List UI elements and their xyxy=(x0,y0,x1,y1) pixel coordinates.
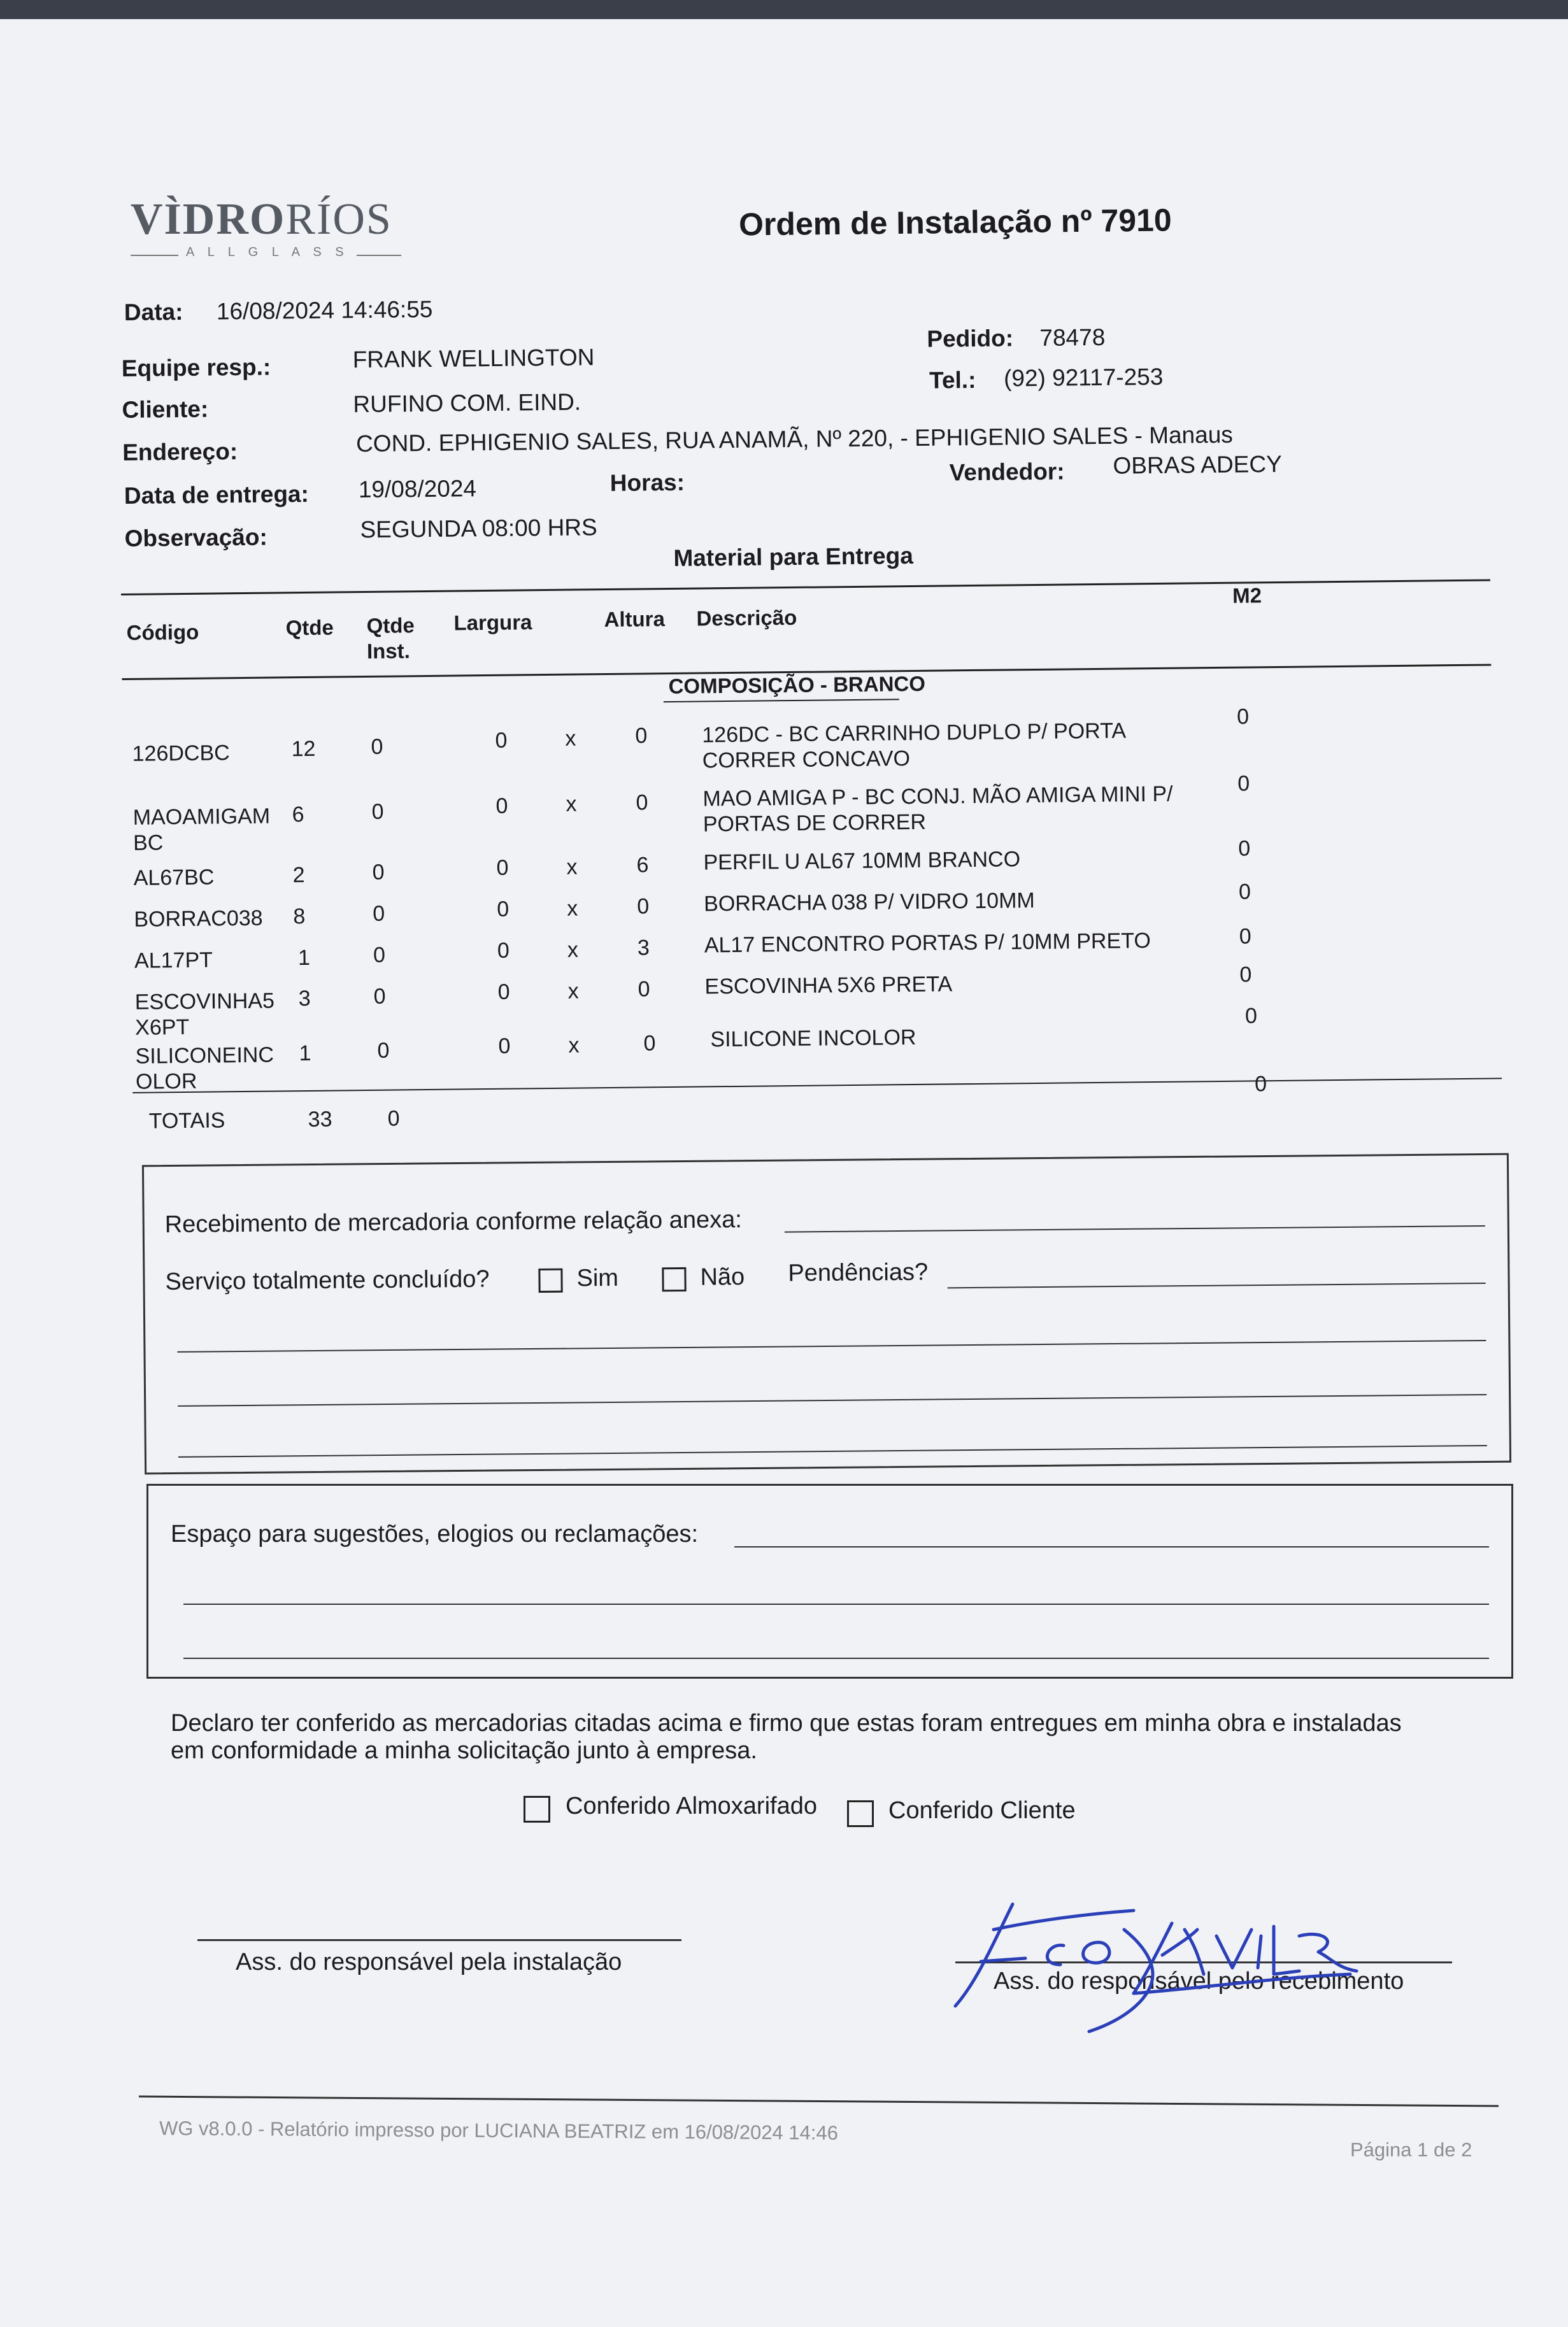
cell-code: BORRAC038 xyxy=(134,906,263,932)
cell-largura: 0 xyxy=(497,897,510,922)
tel-label: Tel.: xyxy=(929,367,976,394)
th-m2: M2 xyxy=(1232,583,1262,608)
totals-rule xyxy=(132,1078,1502,1093)
conferido-almoxarifado-checkbox[interactable] xyxy=(524,1796,550,1823)
cell-code: ESCOVINHA5 xyxy=(134,988,275,1014)
footer-rule xyxy=(139,2096,1499,2107)
cell-x: x xyxy=(567,896,578,921)
cell-largura: 0 xyxy=(497,938,510,963)
company-logo xyxy=(131,194,392,245)
cell-altura: 6 xyxy=(636,853,649,878)
footer-left: WG v8.0.0 - Relatório impresso por LUCIANA BEATRIZ em 16/08/2024 14:46 xyxy=(159,2117,839,2144)
cell-qtde: 1 xyxy=(299,1041,311,1066)
cell-x: x xyxy=(566,792,577,816)
cell-desc: AL17 ENCONTRO PORTAS P/ 10MM PRETO xyxy=(704,929,1151,958)
cell-desc-2: CORRER CONCAVO xyxy=(702,746,911,773)
cell-inst: 0 xyxy=(373,984,386,1009)
receiver-signature-label: Ass. do responsável pelo recebimento xyxy=(994,1968,1404,1995)
entrega-value: 19/08/2024 xyxy=(358,475,477,503)
cell-largura: 0 xyxy=(498,1034,511,1058)
th-qtde-inst-1: Qtde xyxy=(366,613,415,637)
group-title: COMPOSIÇÃO - BRANCO xyxy=(668,671,926,699)
cell-desc: SILICONE INCOLOR xyxy=(710,1025,916,1052)
vendedor-label: Vendedor: xyxy=(949,458,1065,486)
declaration-line-2: em conformidade a minha solicitação junto à empresa. xyxy=(171,1737,757,1764)
obs-label: Observação: xyxy=(124,523,267,552)
cell-x: x xyxy=(567,937,579,962)
suggestion-label: Espaço para sugestões, elogios ou reclamações: xyxy=(171,1521,699,1548)
cell-qtde: 12 xyxy=(291,736,316,762)
cell-altura: 0 xyxy=(635,723,648,748)
logo-part2: RÍOS xyxy=(285,195,392,244)
receipt-extra-line-1[interactable] xyxy=(177,1340,1486,1353)
sim-checkbox[interactable] xyxy=(538,1269,562,1293)
footer-page: Página 1 de 2 xyxy=(1350,2138,1472,2161)
totals-qtde: 33 xyxy=(308,1107,332,1132)
logo-part1: VÌDRO xyxy=(131,195,286,244)
pedido-label: Pedido: xyxy=(927,325,1014,352)
data-label: Data: xyxy=(124,299,183,325)
cell-m2: 0 xyxy=(1238,879,1251,904)
suggestion-line-3[interactable] xyxy=(183,1658,1489,1659)
cell-desc: PERFIL U AL67 10MM BRANCO xyxy=(703,847,1021,875)
cell-qtde: 1 xyxy=(297,945,311,971)
cliente-value: RUFINO COM. EIND. xyxy=(353,388,581,418)
cell-largura: 0 xyxy=(497,979,510,1004)
th-largura: Largura xyxy=(453,610,532,635)
cell-qtde: 2 xyxy=(292,863,305,888)
th-altura: Altura xyxy=(604,607,666,632)
pedido-value: 78478 xyxy=(1039,324,1106,351)
pendencias-label: Pendências? xyxy=(788,1258,929,1287)
cell-altura: 0 xyxy=(637,894,650,919)
cell-m2: 0 xyxy=(1244,1004,1258,1028)
logo-rule-left xyxy=(131,255,178,256)
equipe-value: FRANK WELLINGTON xyxy=(352,344,595,373)
data-value: 16/08/2024 14:46:55 xyxy=(216,295,433,325)
vendedor-value: OBRAS ADECY xyxy=(1113,450,1282,479)
suggestion-line-1[interactable] xyxy=(734,1546,1489,1548)
section-title: Material para Entrega xyxy=(673,542,913,571)
conferido-cliente-label: Conferido Cliente xyxy=(888,1797,1076,1824)
installer-signature-label: Ass. do responsável pela instalação xyxy=(236,1949,622,1975)
totals-m2: 0 xyxy=(1254,1072,1267,1097)
endereco-value: COND. EPHIGENIO SALES, RUA ANAMÃ, Nº 220, - EPHIGENIO SALES - Manaus xyxy=(355,421,1234,457)
cell-desc: ESCOVINHA 5X6 PRETA xyxy=(704,972,953,999)
cell-qtde: 6 xyxy=(292,802,304,827)
suggestion-box xyxy=(146,1484,1513,1679)
pendencias-line[interactable] xyxy=(948,1283,1486,1288)
cell-altura: 3 xyxy=(637,936,650,960)
cell-inst: 0 xyxy=(371,734,383,759)
cell-largura: 0 xyxy=(495,793,508,818)
totals-label: TOTAIS xyxy=(148,1108,225,1134)
th-qtde: Qtde xyxy=(285,615,334,640)
th-qtde-inst-2: Inst. xyxy=(366,639,411,663)
receipt-extra-line-3[interactable] xyxy=(178,1445,1487,1458)
cell-m2: 0 xyxy=(1239,924,1251,949)
cell-desc-2: PORTAS DE CORRER xyxy=(702,809,927,837)
cell-code: 126DCBC xyxy=(132,741,230,766)
equipe-label: Equipe resp.: xyxy=(121,353,271,382)
receipt-box xyxy=(142,1153,1511,1475)
cell-code: MAOAMIGAM xyxy=(132,804,271,830)
logo-rule-right xyxy=(357,255,401,256)
cell-code: AL67BC xyxy=(133,865,215,890)
totals-inst: 0 xyxy=(387,1106,400,1131)
cell-code-2: X6PT xyxy=(134,1014,190,1040)
logo-tagline: A L L G L A S S xyxy=(186,245,349,259)
cell-desc: BORRACHA 038 P/ VIDRO 10MM xyxy=(703,888,1035,916)
cell-x: x xyxy=(565,726,576,751)
table-top-rule xyxy=(121,579,1490,595)
cell-desc: MAO AMIGA P - BC CONJ. MÃO AMIGA MINI P/ xyxy=(702,781,1173,811)
cell-inst: 0 xyxy=(372,860,385,885)
cell-inst: 0 xyxy=(373,943,386,967)
cell-altura: 0 xyxy=(638,977,650,1002)
cell-altura: 0 xyxy=(636,790,648,815)
cell-largura: 0 xyxy=(495,728,508,753)
obs-value: SEGUNDA 08:00 HRS xyxy=(360,514,597,543)
horas-label: Horas: xyxy=(609,469,685,497)
cell-code: SILICONEINC xyxy=(135,1043,274,1069)
th-descricao: Descrição xyxy=(696,605,797,630)
cell-m2: 0 xyxy=(1239,962,1252,987)
cell-inst: 0 xyxy=(377,1038,390,1063)
document-sheet xyxy=(0,19,1568,2327)
tel-value: (92) 92117-253 xyxy=(1003,363,1164,392)
th-codigo: Código xyxy=(126,620,199,644)
cell-x: x xyxy=(566,855,578,879)
cell-altura: 0 xyxy=(643,1031,656,1056)
cell-x: x xyxy=(568,1033,580,1058)
conferido-cliente-checkbox[interactable] xyxy=(847,1800,874,1827)
receipt-label: Recebimento de mercadoria conforme relação anexa: xyxy=(164,1206,743,1239)
nao-checkbox[interactable] xyxy=(662,1267,686,1292)
declaration-line-1: Declaro ter conferido as mercadorias citadas acima e firmo que estas foram entregues em minha obra e instaladas xyxy=(171,1710,1402,1737)
cell-m2: 0 xyxy=(1237,771,1250,796)
sim-label: Sim xyxy=(576,1264,619,1292)
nao-label: Não xyxy=(700,1263,745,1291)
cell-code-2: OLOR xyxy=(135,1069,197,1094)
receipt-extra-line-2[interactable] xyxy=(178,1394,1486,1407)
cell-m2: 0 xyxy=(1236,704,1250,729)
receipt-line[interactable] xyxy=(785,1225,1485,1233)
cell-inst: 0 xyxy=(371,799,384,824)
cell-qtde: 8 xyxy=(293,904,306,929)
cell-qtde: 3 xyxy=(298,986,311,1011)
cell-desc: 126DC - BC CARRINHO DUPLO P/ PORTA xyxy=(702,718,1127,748)
cell-code: AL17PT xyxy=(134,948,213,973)
group-rule xyxy=(664,699,899,702)
conferido-almoxarifado-label: Conferido Almoxarifado xyxy=(566,1793,817,1819)
endereco-label: Endereço: xyxy=(122,438,238,466)
entrega-label: Data de entrega: xyxy=(124,480,310,509)
servico-label: Serviço totalmente concluído? xyxy=(165,1265,490,1296)
document-title: Ordem de Instalação nº 7910 xyxy=(738,202,1172,243)
cell-x: x xyxy=(567,979,579,1004)
cell-inst: 0 xyxy=(373,901,385,926)
suggestion-line-2[interactable] xyxy=(183,1604,1489,1605)
cell-largura: 0 xyxy=(496,855,509,880)
cell-code-2: BC xyxy=(132,830,164,855)
cliente-label: Cliente: xyxy=(122,395,209,423)
installer-signature-line[interactable] xyxy=(197,1939,681,1941)
cell-m2: 0 xyxy=(1238,836,1251,861)
